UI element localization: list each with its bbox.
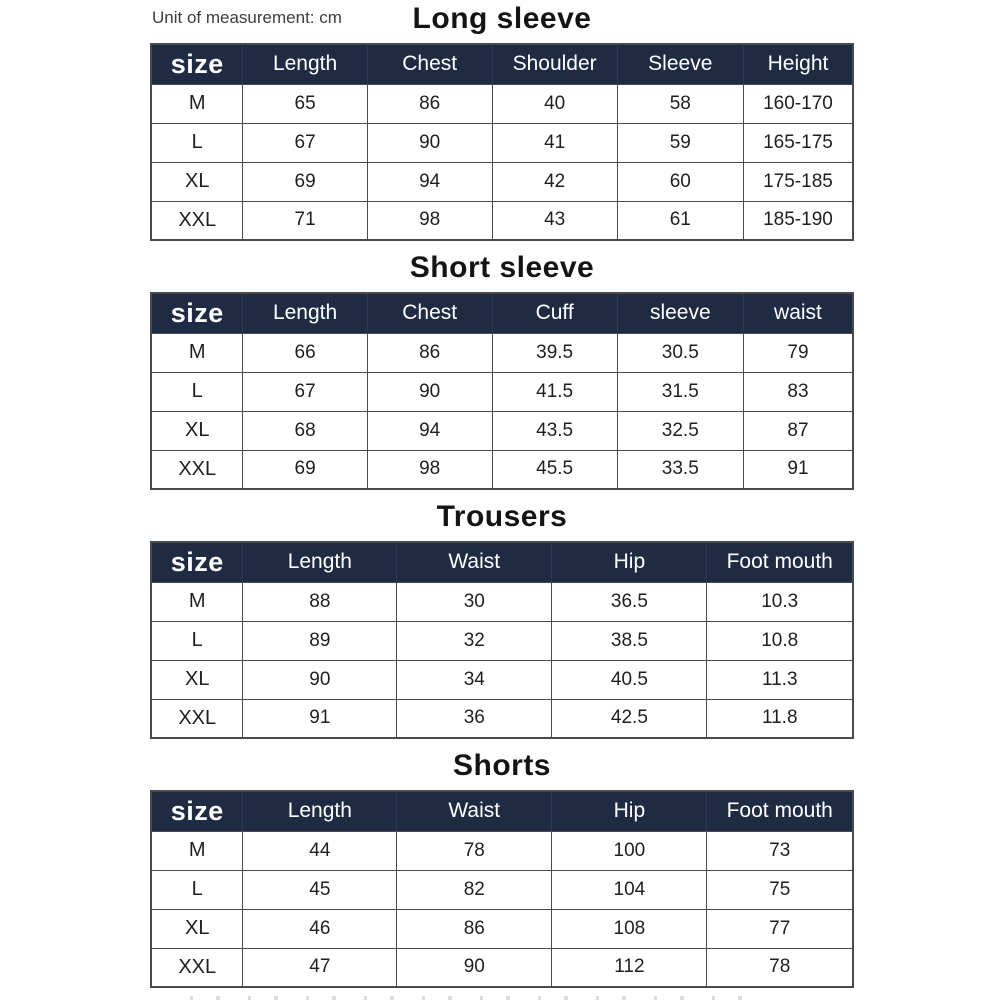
size-table	[150, 292, 854, 490]
value-cell: 10.3	[707, 582, 853, 621]
value-cell: 94	[367, 411, 492, 450]
value-cell: 90	[367, 372, 492, 411]
value-cell: 61	[617, 201, 743, 240]
column-header: Foot mouth	[707, 542, 853, 582]
size-cell: XXL	[151, 699, 243, 738]
value-cell: 98	[367, 450, 492, 489]
size-cell: L	[151, 123, 243, 162]
header-row	[151, 791, 853, 831]
column-header: sleeve	[617, 293, 743, 333]
table-row	[151, 450, 853, 489]
value-cell: 36	[397, 699, 552, 738]
value-cell: 44	[243, 831, 397, 870]
section-title: Shorts	[452, 749, 551, 782]
size-cell: XXL	[151, 948, 243, 987]
size-table	[150, 43, 854, 241]
table-row	[151, 699, 853, 738]
table-row	[151, 84, 853, 123]
table-row	[151, 621, 853, 660]
column-header: Waist	[397, 791, 552, 831]
value-cell: 165-175	[743, 123, 853, 162]
size-cell: XL	[151, 660, 243, 699]
value-cell: 41.5	[492, 372, 617, 411]
value-cell: 66	[243, 333, 367, 372]
table-row	[151, 909, 853, 948]
value-cell: 78	[707, 948, 853, 987]
value-cell: 65	[243, 84, 367, 123]
size-table	[150, 790, 854, 988]
column-header: Hip	[552, 542, 707, 582]
value-cell: 98	[367, 201, 492, 240]
column-header-size: size	[151, 44, 243, 84]
value-cell: 46	[243, 909, 397, 948]
value-cell: 100	[552, 831, 707, 870]
size-table	[150, 541, 854, 739]
value-cell: 38.5	[552, 621, 707, 660]
value-cell: 45.5	[492, 450, 617, 489]
table-row	[151, 372, 853, 411]
value-cell: 83	[743, 372, 853, 411]
size-cell: M	[151, 84, 243, 123]
size-cell: L	[151, 621, 243, 660]
column-header-size: size	[151, 293, 243, 333]
table-row	[151, 123, 853, 162]
value-cell: 89	[243, 621, 397, 660]
value-cell: 104	[552, 870, 707, 909]
value-cell: 185-190	[743, 201, 853, 240]
header-row	[151, 542, 853, 582]
value-cell: 82	[397, 870, 552, 909]
size-cell: XL	[151, 909, 243, 948]
section-title: Trousers	[436, 500, 568, 533]
table-row	[151, 411, 853, 450]
table-row	[151, 948, 853, 987]
section-title-row	[150, 2, 854, 36]
value-cell: 90	[243, 660, 397, 699]
value-cell: 90	[367, 123, 492, 162]
value-cell: 69	[243, 162, 367, 201]
value-cell: 86	[367, 84, 492, 123]
column-header: Length	[243, 542, 397, 582]
value-cell: 30	[397, 582, 552, 621]
column-header: Length	[243, 44, 367, 84]
column-header: Chest	[367, 293, 492, 333]
value-cell: 11.8	[707, 699, 853, 738]
value-cell: 79	[743, 333, 853, 372]
value-cell: 58	[617, 84, 743, 123]
section-title: Long sleeve	[412, 2, 592, 35]
value-cell: 60	[617, 162, 743, 201]
value-cell: 42.5	[552, 699, 707, 738]
table-row	[151, 333, 853, 372]
value-cell: 32	[397, 621, 552, 660]
size-cell: M	[151, 831, 243, 870]
column-header-size: size	[151, 791, 243, 831]
value-cell: 86	[367, 333, 492, 372]
size-chart-section-0	[150, 2, 854, 241]
size-cell: XL	[151, 162, 243, 201]
column-header: Cuff	[492, 293, 617, 333]
value-cell: 41	[492, 123, 617, 162]
table-row	[151, 582, 853, 621]
column-header-size: size	[151, 542, 243, 582]
table-row	[151, 201, 853, 240]
value-cell: 75	[707, 870, 853, 909]
table-row	[151, 831, 853, 870]
table-row	[151, 660, 853, 699]
size-chart-section-2	[150, 500, 854, 739]
column-header: Chest	[367, 44, 492, 84]
value-cell: 30.5	[617, 333, 743, 372]
section-title-row	[150, 251, 854, 285]
value-cell: 73	[707, 831, 853, 870]
size-chart-section-3	[150, 749, 854, 988]
size-cell: M	[151, 582, 243, 621]
value-cell: 94	[367, 162, 492, 201]
value-cell: 45	[243, 870, 397, 909]
value-cell: 69	[243, 450, 367, 489]
section-title: Short sleeve	[409, 251, 595, 284]
value-cell: 11.3	[707, 660, 853, 699]
value-cell: 87	[743, 411, 853, 450]
value-cell: 47	[243, 948, 397, 987]
size-cell: M	[151, 333, 243, 372]
value-cell: 91	[243, 699, 397, 738]
section-title-row	[150, 749, 854, 783]
column-header: Height	[743, 44, 853, 84]
value-cell: 32.5	[617, 411, 743, 450]
value-cell: 43.5	[492, 411, 617, 450]
column-header: Length	[243, 293, 367, 333]
column-header: waist	[743, 293, 853, 333]
value-cell: 68	[243, 411, 367, 450]
value-cell: 39.5	[492, 333, 617, 372]
value-cell: 40	[492, 84, 617, 123]
value-cell: 78	[397, 831, 552, 870]
value-cell: 160-170	[743, 84, 853, 123]
value-cell: 90	[397, 948, 552, 987]
value-cell: 40.5	[552, 660, 707, 699]
value-cell: 77	[707, 909, 853, 948]
size-cell: L	[151, 870, 243, 909]
value-cell: 108	[552, 909, 707, 948]
value-cell: 36.5	[552, 582, 707, 621]
value-cell: 67	[243, 123, 367, 162]
column-header: Length	[243, 791, 397, 831]
value-cell: 91	[743, 450, 853, 489]
size-cell: XXL	[151, 201, 243, 240]
header-row	[151, 44, 853, 84]
unit-note: Unit of measurement: cm	[152, 8, 342, 27]
value-cell: 34	[397, 660, 552, 699]
value-cell: 42	[492, 162, 617, 201]
value-cell: 59	[617, 123, 743, 162]
table-row	[151, 162, 853, 201]
value-cell: 175-185	[743, 162, 853, 201]
column-header: Sleeve	[617, 44, 743, 84]
value-cell: 88	[243, 582, 397, 621]
header-row	[151, 293, 853, 333]
size-charts	[150, 0, 854, 988]
value-cell: 86	[397, 909, 552, 948]
table-row	[151, 870, 853, 909]
value-cell: 33.5	[617, 450, 743, 489]
value-cell: 71	[243, 201, 367, 240]
value-cell: 10.8	[707, 621, 853, 660]
column-header: Shoulder	[492, 44, 617, 84]
value-cell: 112	[552, 948, 707, 987]
value-cell: 31.5	[617, 372, 743, 411]
section-title-row	[150, 500, 854, 534]
column-header: Hip	[552, 791, 707, 831]
size-cell: XXL	[151, 450, 243, 489]
size-cell: L	[151, 372, 243, 411]
size-chart-section-1	[150, 251, 854, 490]
column-header: Foot mouth	[707, 791, 853, 831]
value-cell: 43	[492, 201, 617, 240]
value-cell: 67	[243, 372, 367, 411]
column-header: Waist	[397, 542, 552, 582]
clipped-footer-text	[190, 996, 750, 1000]
size-cell: XL	[151, 411, 243, 450]
